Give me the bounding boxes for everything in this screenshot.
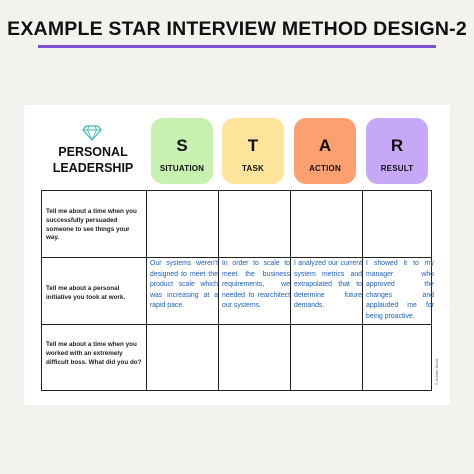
grid-divider bbox=[362, 191, 363, 390]
answer-cell: I showed it to my manager who approved the changes and applauded me for being proactive. bbox=[366, 260, 434, 320]
action-letter: A bbox=[318, 136, 332, 155]
answer-cell: Our systems weren't designed to meet the product scale which was increasing at a rapid pace. bbox=[150, 260, 218, 309]
question-cell: Tell me about a time when you successfully persuaded someone to see things your way. bbox=[46, 208, 137, 242]
grid-divider bbox=[42, 324, 431, 325]
action-label: ACTION bbox=[309, 164, 341, 173]
title-underline bbox=[38, 45, 436, 48]
situation-letter: S bbox=[176, 136, 188, 155]
result-label: RESULT bbox=[380, 164, 414, 173]
result-header bbox=[366, 118, 428, 184]
question-cell: Tell me about a personal initiative you took at work. bbox=[46, 285, 126, 301]
question-cell: Tell me about a time when you worked with an extremely difficult boss. What did you do? bbox=[46, 341, 142, 366]
grid-divider bbox=[218, 191, 219, 390]
task-header bbox=[222, 118, 284, 184]
category-title bbox=[40, 144, 146, 176]
answer-cell: In order to scale to meet the business requirements, we needed to rearchitect our systems. bbox=[222, 260, 290, 309]
situation-header bbox=[151, 118, 213, 184]
result-letter: R bbox=[390, 136, 404, 155]
grid-divider bbox=[290, 191, 291, 390]
situation-label: SITUATION bbox=[159, 164, 205, 173]
category-line-1: PERSONAL bbox=[58, 145, 128, 159]
answer-cell: I analyzed our current system metrics and extrapolated that to determine future demands. bbox=[294, 260, 362, 309]
category-line-2: LEADERSHIP bbox=[52, 161, 134, 175]
page-title: EXAMPLE STAR INTERVIEW METHOD DESIGN-2 bbox=[7, 18, 467, 40]
task-label: TASK bbox=[242, 164, 264, 173]
diamond-icon bbox=[82, 125, 102, 141]
action-header bbox=[294, 118, 356, 184]
grid-divider bbox=[42, 257, 431, 258]
grid-divider bbox=[146, 191, 147, 390]
copyright-note: © Adobe Stock bbox=[434, 358, 439, 385]
task-letter: T bbox=[247, 136, 259, 155]
